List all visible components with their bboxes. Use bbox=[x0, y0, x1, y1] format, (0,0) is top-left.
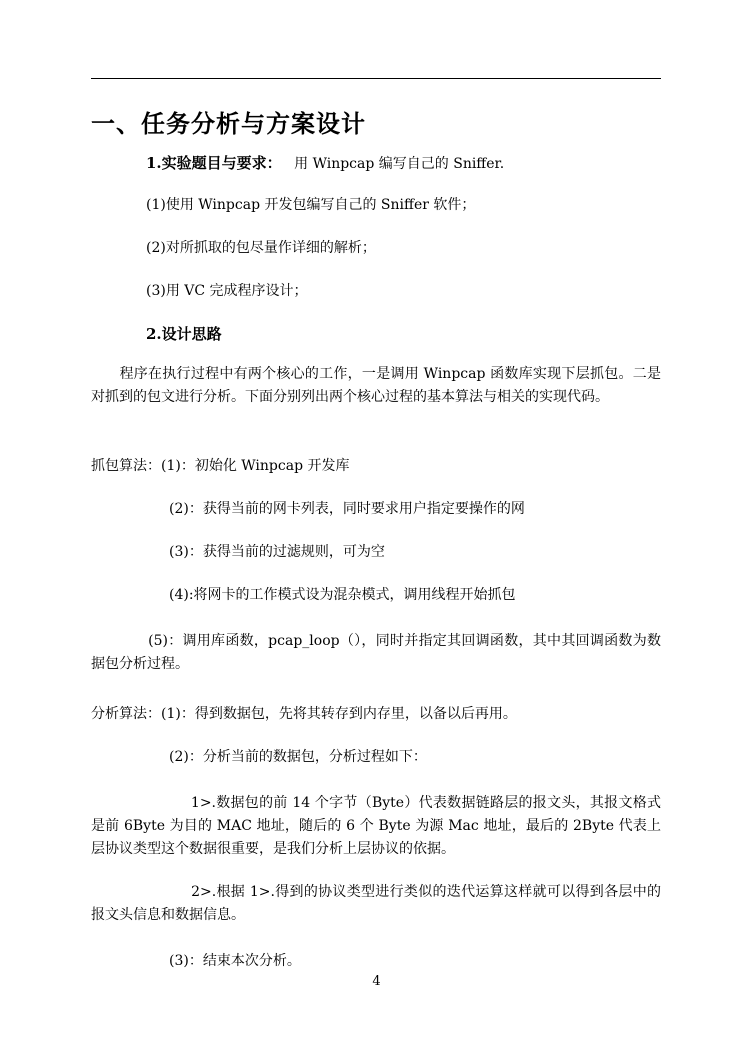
capture-algorithm-label: 抓包算法： bbox=[91, 458, 161, 474]
requirements-text: 用 Winpcap 编写自己的 Sniffer. bbox=[294, 156, 505, 172]
analysis-algorithm-line bbox=[91, 704, 517, 724]
analysis-step-1: (1)：得到数据包，先将其转存到内存里，以备以后再用。 bbox=[161, 706, 517, 722]
design-heading: 2.设计思路 bbox=[146, 325, 222, 343]
analysis-substep-1: 1>.数据包的前 14 个字节（Byte）代表数据链路层的报文头，其报文格式是前 6Byte 为目的 MAC 地址，随后的 6 个 Byte 为源 Mac 地址，最后的 2Byte 代表上层协议类型这个数据很重要，是我们分析上层协议的依据。 bbox=[91, 795, 661, 857]
header-rule bbox=[91, 78, 661, 79]
analysis-step-3: (3)：结束本次分析。 bbox=[169, 953, 301, 969]
requirements-label: 1.实验题目与要求： bbox=[146, 154, 282, 172]
capture-step-4: (4):将网卡的工作模式设为混杂模式，调用线程开始抓包 bbox=[169, 587, 516, 603]
requirement-item-1: (1)使用 Winpcap 开发包编写自己的 Sniffer 软件； bbox=[146, 197, 476, 213]
capture-algorithm-line bbox=[91, 456, 349, 476]
analysis-algorithm-label: 分析算法： bbox=[91, 706, 161, 722]
capture-step-5: (5)：调用库函数，pcap_loop（），同时并指定其回调函数，其中其回调函数为数据包分析过程。 bbox=[91, 633, 661, 672]
capture-step-2: (2)：获得当前的网卡列表，同时要求用户指定要操作的网 bbox=[169, 501, 525, 517]
capture-step-3: (3)：获得当前的过滤规则，可为空 bbox=[169, 544, 385, 560]
section-heading: 一、任务分析与方案设计 bbox=[91, 110, 366, 138]
analysis-substep-2: 2>.根据 1>.得到的协议类型进行类似的迭代运算这样就可以得到各层中的报文头信息和数据信息。 bbox=[91, 884, 661, 923]
requirement-item-3: (3)用 VC 完成程序设计； bbox=[146, 283, 308, 299]
page-number: 4 bbox=[372, 974, 381, 989]
capture-step-1: (1)：初始化 Winpcap 开发库 bbox=[161, 458, 350, 474]
design-intro-paragraph: 程序在执行过程中有两个核心的工作，一是调用 Winpcap 函数库实现下层抓包。二是对抓到的包文进行分析。下面分别列出两个核心过程的基本算法与相关的实现代码。 bbox=[91, 366, 661, 405]
requirement-item-2: (2)对所抓取的包尽量作详细的解析； bbox=[146, 240, 376, 256]
requirements-line bbox=[146, 153, 504, 174]
analysis-step-2: (2)：分析当前的数据包，分析过程如下： bbox=[169, 749, 427, 765]
